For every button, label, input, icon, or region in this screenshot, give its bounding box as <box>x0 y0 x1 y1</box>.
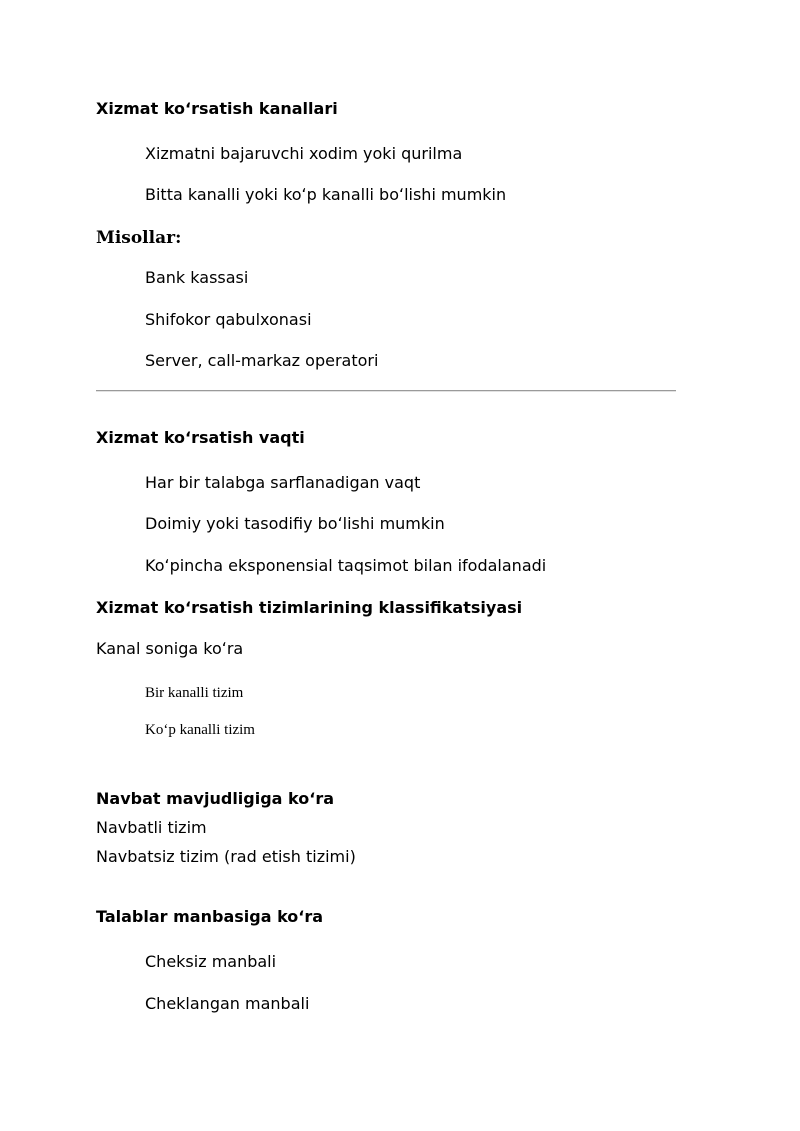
list-item: Server, call-markaz operatori <box>145 351 379 370</box>
heading-service-channels: Xizmat koʻrsatish kanallari <box>96 99 338 118</box>
subheading-by-channels: Kanal soniga koʻra <box>96 639 244 658</box>
list-item: Cheksiz manbali <box>145 952 277 971</box>
heading-classification: Xizmat koʻrsatish tizimlarining klassifikatsiyasi <box>96 598 523 617</box>
list-item: Bitta kanalli yoki koʻp kanalli boʻlishi mumkin <box>145 185 507 204</box>
list-item: Doimiy yoki tasodifiy boʻlishi mumkin <box>145 514 445 533</box>
heading-queue: Navbat mavjudligiga koʻra <box>96 789 335 808</box>
heading-sources: Talablar manbasiga koʻra <box>96 907 324 926</box>
list-item: Cheklangan manbali <box>145 994 310 1013</box>
list-item: Koʻpincha eksponensial taqsimot bilan ifodalanadi <box>145 556 547 575</box>
list-item: Shifokor qabulxonasi <box>145 310 312 329</box>
list-item: Navbatsiz tizim (rad etish tizimi) <box>96 847 356 866</box>
list-item: Xizmatni bajaruvchi xodim yoki qurilma <box>145 144 463 163</box>
list-item: Bir kanalli tizim <box>145 685 244 701</box>
heading-examples: Misollar: <box>96 228 182 248</box>
list-item: Koʻp kanalli tizim <box>145 722 255 738</box>
heading-service-time: Xizmat koʻrsatish vaqti <box>96 428 305 447</box>
list-item: Navbatli tizim <box>96 818 207 837</box>
list-item: Bank kassasi <box>145 268 249 287</box>
horizontal-divider <box>96 390 676 392</box>
list-item: Har bir talabga sarflanadigan vaqt <box>145 473 421 492</box>
